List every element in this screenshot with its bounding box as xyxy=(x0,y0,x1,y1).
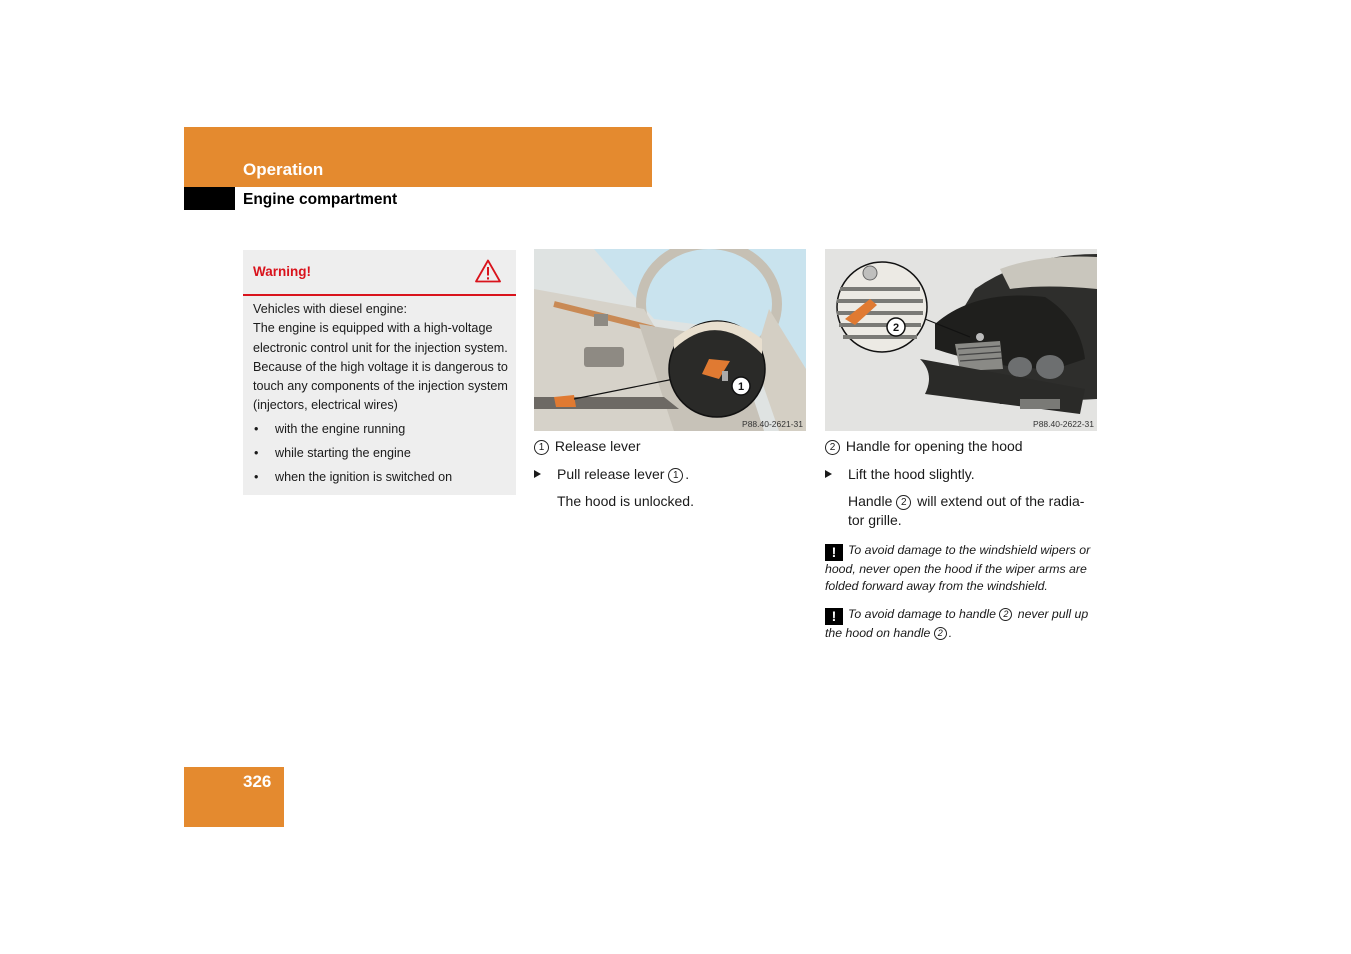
step-pull-release-lever xyxy=(534,465,806,484)
caution-note-handle xyxy=(825,606,1098,642)
list-item: • with the engine running xyxy=(253,420,511,439)
result-handle-extends xyxy=(848,492,1100,530)
list-item: • while starting the engine xyxy=(253,444,511,463)
result-hood-unlocked: The hood is unlocked. xyxy=(557,493,694,509)
step-text: Pull release lever xyxy=(557,466,665,482)
legend-hood-handle xyxy=(825,437,1097,456)
callout-1-marker: 1 xyxy=(737,381,745,393)
car-front-drawing xyxy=(825,249,1097,431)
result-line: tor grille. xyxy=(848,512,902,528)
warning-triangle-icon xyxy=(475,259,501,283)
result-line xyxy=(848,492,1100,511)
warning-intro: Vehicles with diesel engine: xyxy=(253,302,408,316)
step-lift-hood xyxy=(825,465,1097,484)
interior-drawing xyxy=(534,249,806,431)
hood-handle-illustration xyxy=(825,249,1097,431)
list-item: • when the ignition is switched on xyxy=(253,468,511,487)
figure-code: P88.40-2621-31 xyxy=(742,419,803,429)
callout-number: 1 xyxy=(534,440,549,455)
result-text: Handle xyxy=(848,493,893,509)
legend-release-lever xyxy=(534,437,806,456)
warning-text: The engine is equipped with a high-voltage electronic control unit for the injection system. Because of the high voltage it is dangerous to touch any components of the injection system (injectors, electrical wires) xyxy=(253,321,508,413)
caution-icon: ! xyxy=(825,544,843,561)
warning-box xyxy=(243,250,516,495)
section-tab-marker xyxy=(184,187,235,210)
step-arrow-icon xyxy=(534,470,541,478)
note-text: never pull up the hood on handle xyxy=(825,607,1089,640)
note-text: To avoid damage to handle xyxy=(848,607,996,621)
caution-note-wipers xyxy=(825,542,1098,595)
section-title: Operation xyxy=(243,160,324,179)
warning-bullet-list xyxy=(253,420,511,487)
callout-2-marker: 2 xyxy=(892,322,900,334)
note-text: To avoid damage to the windshield wipers or hood, never open the hood if the wiper arms are folded forward away from the windshield. xyxy=(825,543,1091,593)
callout-number: 2 xyxy=(999,608,1012,621)
legend-text: Release lever xyxy=(554,438,641,454)
subsection-title: Engine compartment xyxy=(243,191,398,208)
release-lever-illustration xyxy=(534,249,806,431)
figure-code: P88.40-2622-31 xyxy=(1033,419,1094,429)
callout-number: 2 xyxy=(896,495,911,510)
step-end: . xyxy=(685,466,690,482)
note-end: . xyxy=(948,626,953,640)
warning-body xyxy=(253,300,511,492)
callout-number: 1 xyxy=(668,468,683,483)
page-number: 326 xyxy=(243,772,272,791)
warning-header xyxy=(243,250,516,296)
callout-number: 2 xyxy=(934,627,947,640)
warning-title: Warning! xyxy=(253,264,311,279)
legend-text: Handle for opening the hood xyxy=(845,438,1023,454)
step-text: Lift the hood slightly. xyxy=(848,466,975,482)
result-text: will extend out of the radia- xyxy=(917,493,1085,509)
callout-number: 2 xyxy=(825,440,840,455)
caution-icon: ! xyxy=(825,608,843,625)
step-arrow-icon xyxy=(825,470,832,478)
